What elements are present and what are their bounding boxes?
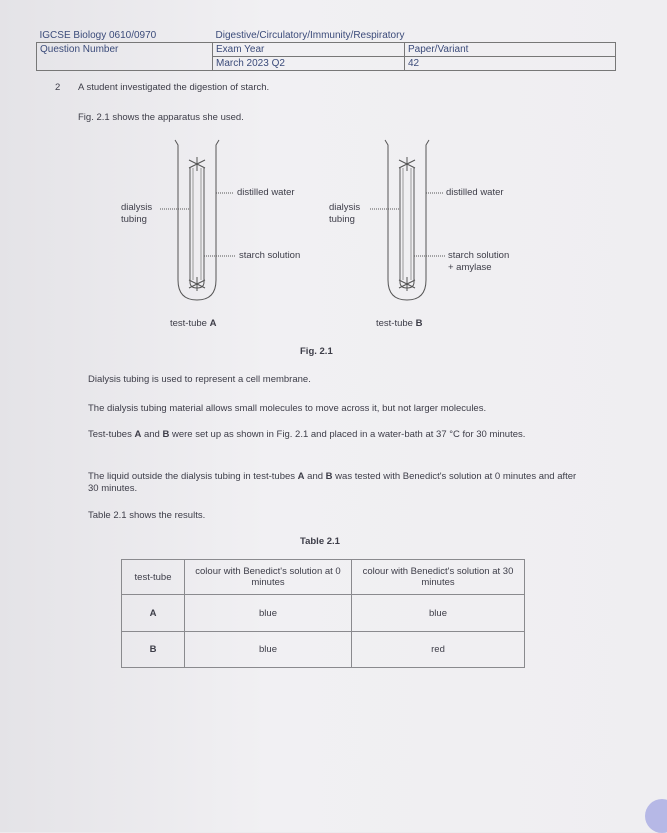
dialysis-label-b-line1: dialysis	[329, 202, 361, 213]
exam-year-label: Exam Year	[213, 43, 405, 57]
question-number: 2	[55, 82, 61, 93]
row-b-0-minutes: blue	[185, 632, 352, 668]
paragraph-molecules: The dialysis tubing material allows small molecules to move across it, but not larger molecules.	[88, 403, 487, 414]
test-tube-a-label	[170, 318, 216, 329]
header-0-minutes: colour with Benedict's solution at 0 minutes	[185, 560, 352, 595]
paragraph-test	[88, 471, 588, 495]
dialysis-label-a	[121, 202, 152, 226]
question-intro: A student investigated the digestion of starch.	[78, 82, 270, 93]
question-number-label: Question Number	[37, 43, 213, 71]
paragraph-setup	[88, 429, 588, 441]
paragraph-membrane: Dialysis tubing is used to represent a cell membrane.	[88, 374, 311, 385]
table-header-row	[122, 560, 525, 595]
p4-c: and	[304, 471, 326, 482]
subject-cell: IGCSE Biology 0610/0970	[39, 30, 157, 41]
test-tube-a-letter: A	[209, 318, 217, 329]
p4-e: was tested with Benedict's solution at 0 minutes and after 30 minutes.	[88, 471, 577, 494]
starch-amylase-line1: starch solution	[448, 250, 510, 261]
test-tube-a-prefix: test-tube	[170, 318, 210, 329]
header-30-minutes: colour with Benedict's solution at 30 minutes	[352, 560, 525, 595]
topic-cell: Digestive/Circulatory/Immunity/Respiratory	[215, 30, 405, 41]
paper-variant-value: 42	[405, 57, 616, 71]
starch-amylase-label	[448, 250, 509, 274]
test-tube-a-drawing	[160, 140, 236, 300]
p3-c: and	[141, 429, 163, 440]
row-a-0-minutes: blue	[185, 595, 352, 632]
dialysis-label-b	[329, 202, 360, 226]
p3-b: A	[134, 429, 142, 440]
corner-button[interactable]	[645, 799, 667, 833]
p3-a: Test-tubes	[88, 429, 135, 440]
distilled-water-label-a: distilled water	[237, 187, 295, 198]
test-tube-b-prefix: test-tube	[376, 318, 416, 329]
starch-solution-label: starch solution	[239, 250, 301, 261]
exam-year-value: March 2023 Q2	[213, 57, 405, 71]
distilled-water-label-b: distilled water	[446, 187, 504, 198]
table-row	[122, 632, 525, 668]
p3-e: were set up as shown in Fig. 2.1 and placed in a water-bath at 37 °C for 30 minutes.	[169, 429, 526, 440]
apparatus-figure	[0, 0, 667, 400]
test-tube-b-drawing	[370, 140, 446, 300]
figure-reference: Fig. 2.1 shows the apparatus she used.	[78, 112, 244, 123]
figure-caption: Fig. 2.1	[300, 346, 333, 357]
paper-variant-label: Paper/Variant	[405, 43, 616, 57]
row-a-30-minutes: blue	[352, 595, 525, 632]
dialysis-label-a-line2: tubing	[121, 214, 147, 225]
row-b-tube: B	[122, 632, 185, 668]
row-a-tube: A	[122, 595, 185, 632]
p4-b: A	[297, 471, 305, 482]
test-tube-b-letter: B	[415, 318, 423, 329]
dialysis-label-b-line2: tubing	[329, 214, 355, 225]
p4-d: B	[325, 471, 333, 482]
starch-amylase-line2: + amylase	[448, 262, 492, 273]
row-b-30-minutes: red	[352, 632, 525, 668]
table-row	[122, 595, 525, 632]
p3-d: B	[162, 429, 170, 440]
paragraph-table-ref: Table 2.1 shows the results.	[88, 510, 206, 521]
test-tube-b-label	[376, 318, 422, 329]
p4-a: The liquid outside the dialysis tubing in test-tubes	[88, 471, 298, 482]
table-caption: Table 2.1	[300, 536, 340, 547]
dialysis-label-a-line1: dialysis	[121, 202, 153, 213]
results-table	[121, 559, 525, 668]
header-test-tube: test-tube	[122, 560, 185, 595]
